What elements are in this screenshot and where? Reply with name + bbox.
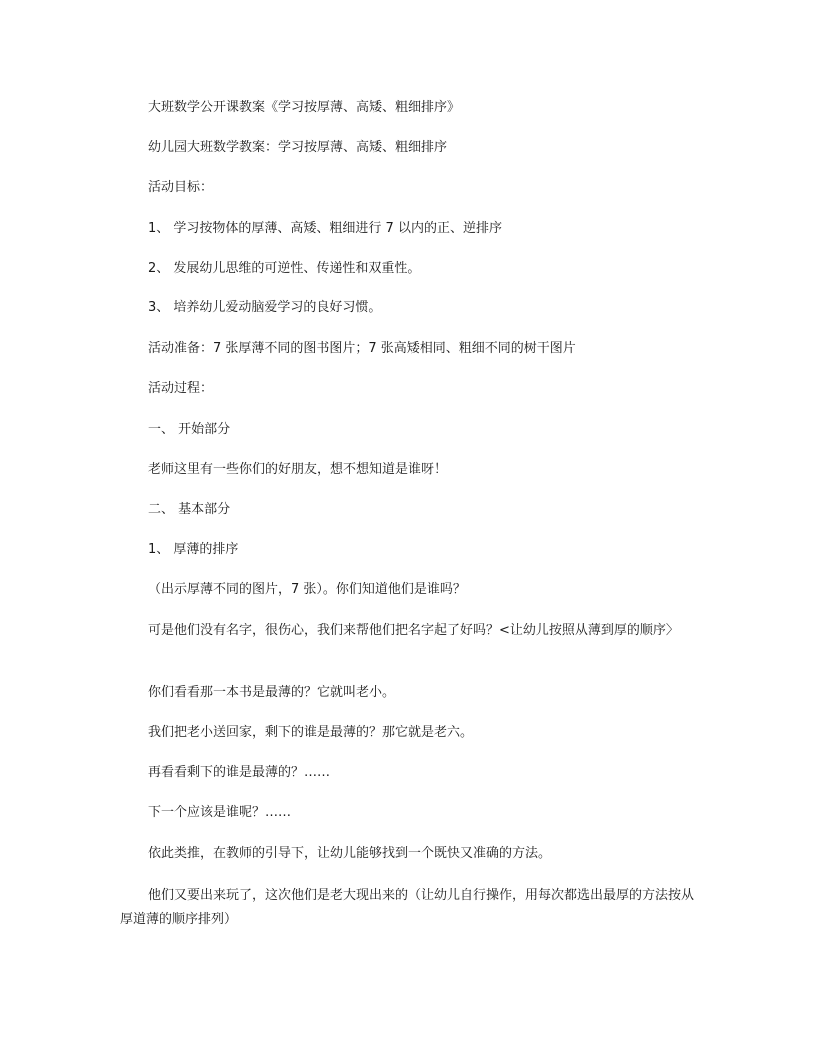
- paragraph-naming: 可是他们没有名字，很伤心，我们来帮他们把名字起了好吗？<让幼儿按照从薄到厚的顺序〉: [148, 623, 679, 638]
- paragraph-send-home: 我们把老小送回家，剩下的谁是最薄的？那它就是老六。: [148, 725, 474, 740]
- paragraph-analogy: 依此类推，在教师的引导下，让幼儿能够找到一个既快又准确的方法。: [148, 846, 552, 861]
- paragraph-next: 下一个应该是谁呢？……: [148, 805, 292, 820]
- paragraph-thinnest: 你们看看那一本书是最薄的？它就叫老小。: [148, 685, 396, 700]
- document-subtitle: 幼儿园大班数学教案：学习按厚薄、高矮、粗细排序: [148, 140, 448, 155]
- goal-item-2: 2、 发展幼儿思维的可逆性、传递性和双重性。: [148, 261, 421, 276]
- section1-intro: （出示厚薄不同的图片，7 张）。你们知道他们是谁吗？: [148, 582, 466, 597]
- goal-item-3: 3、 培养幼儿爱动脑爱学习的良好习惯。: [148, 300, 382, 315]
- preparation-text: 活动准备：7 张厚薄不同的图书图片；7 张高矮相同、粗细不同的树干图片: [148, 341, 576, 356]
- part1-text: 老师这里有一些你们的好朋友，想不想知道是谁呀！: [148, 462, 448, 477]
- section1-heading: 1、 厚薄的排序: [148, 542, 239, 557]
- paragraph-look-again: 再看看剩下的谁是最薄的？……: [148, 765, 331, 780]
- paragraph-reverse: 他们又要出来玩了，这次他们是老大现出来的（让幼儿自行操作，用每次都选出最厚的方法按从厚道薄的顺序排列）: [120, 888, 695, 927]
- process-heading: 活动过程：: [148, 381, 214, 396]
- goals-heading: 活动目标：: [148, 180, 214, 195]
- document-title: 大班数学公开课教案《学习按厚薄、高矮、粗细排序》: [148, 100, 461, 115]
- part2-heading: 二、 基本部分: [148, 502, 231, 517]
- goal-item-1: 1、 学习按物体的厚薄、高矮、粗细进行 7 以内的正、逆排序: [148, 221, 502, 236]
- part1-heading: 一、 开始部分: [148, 422, 231, 437]
